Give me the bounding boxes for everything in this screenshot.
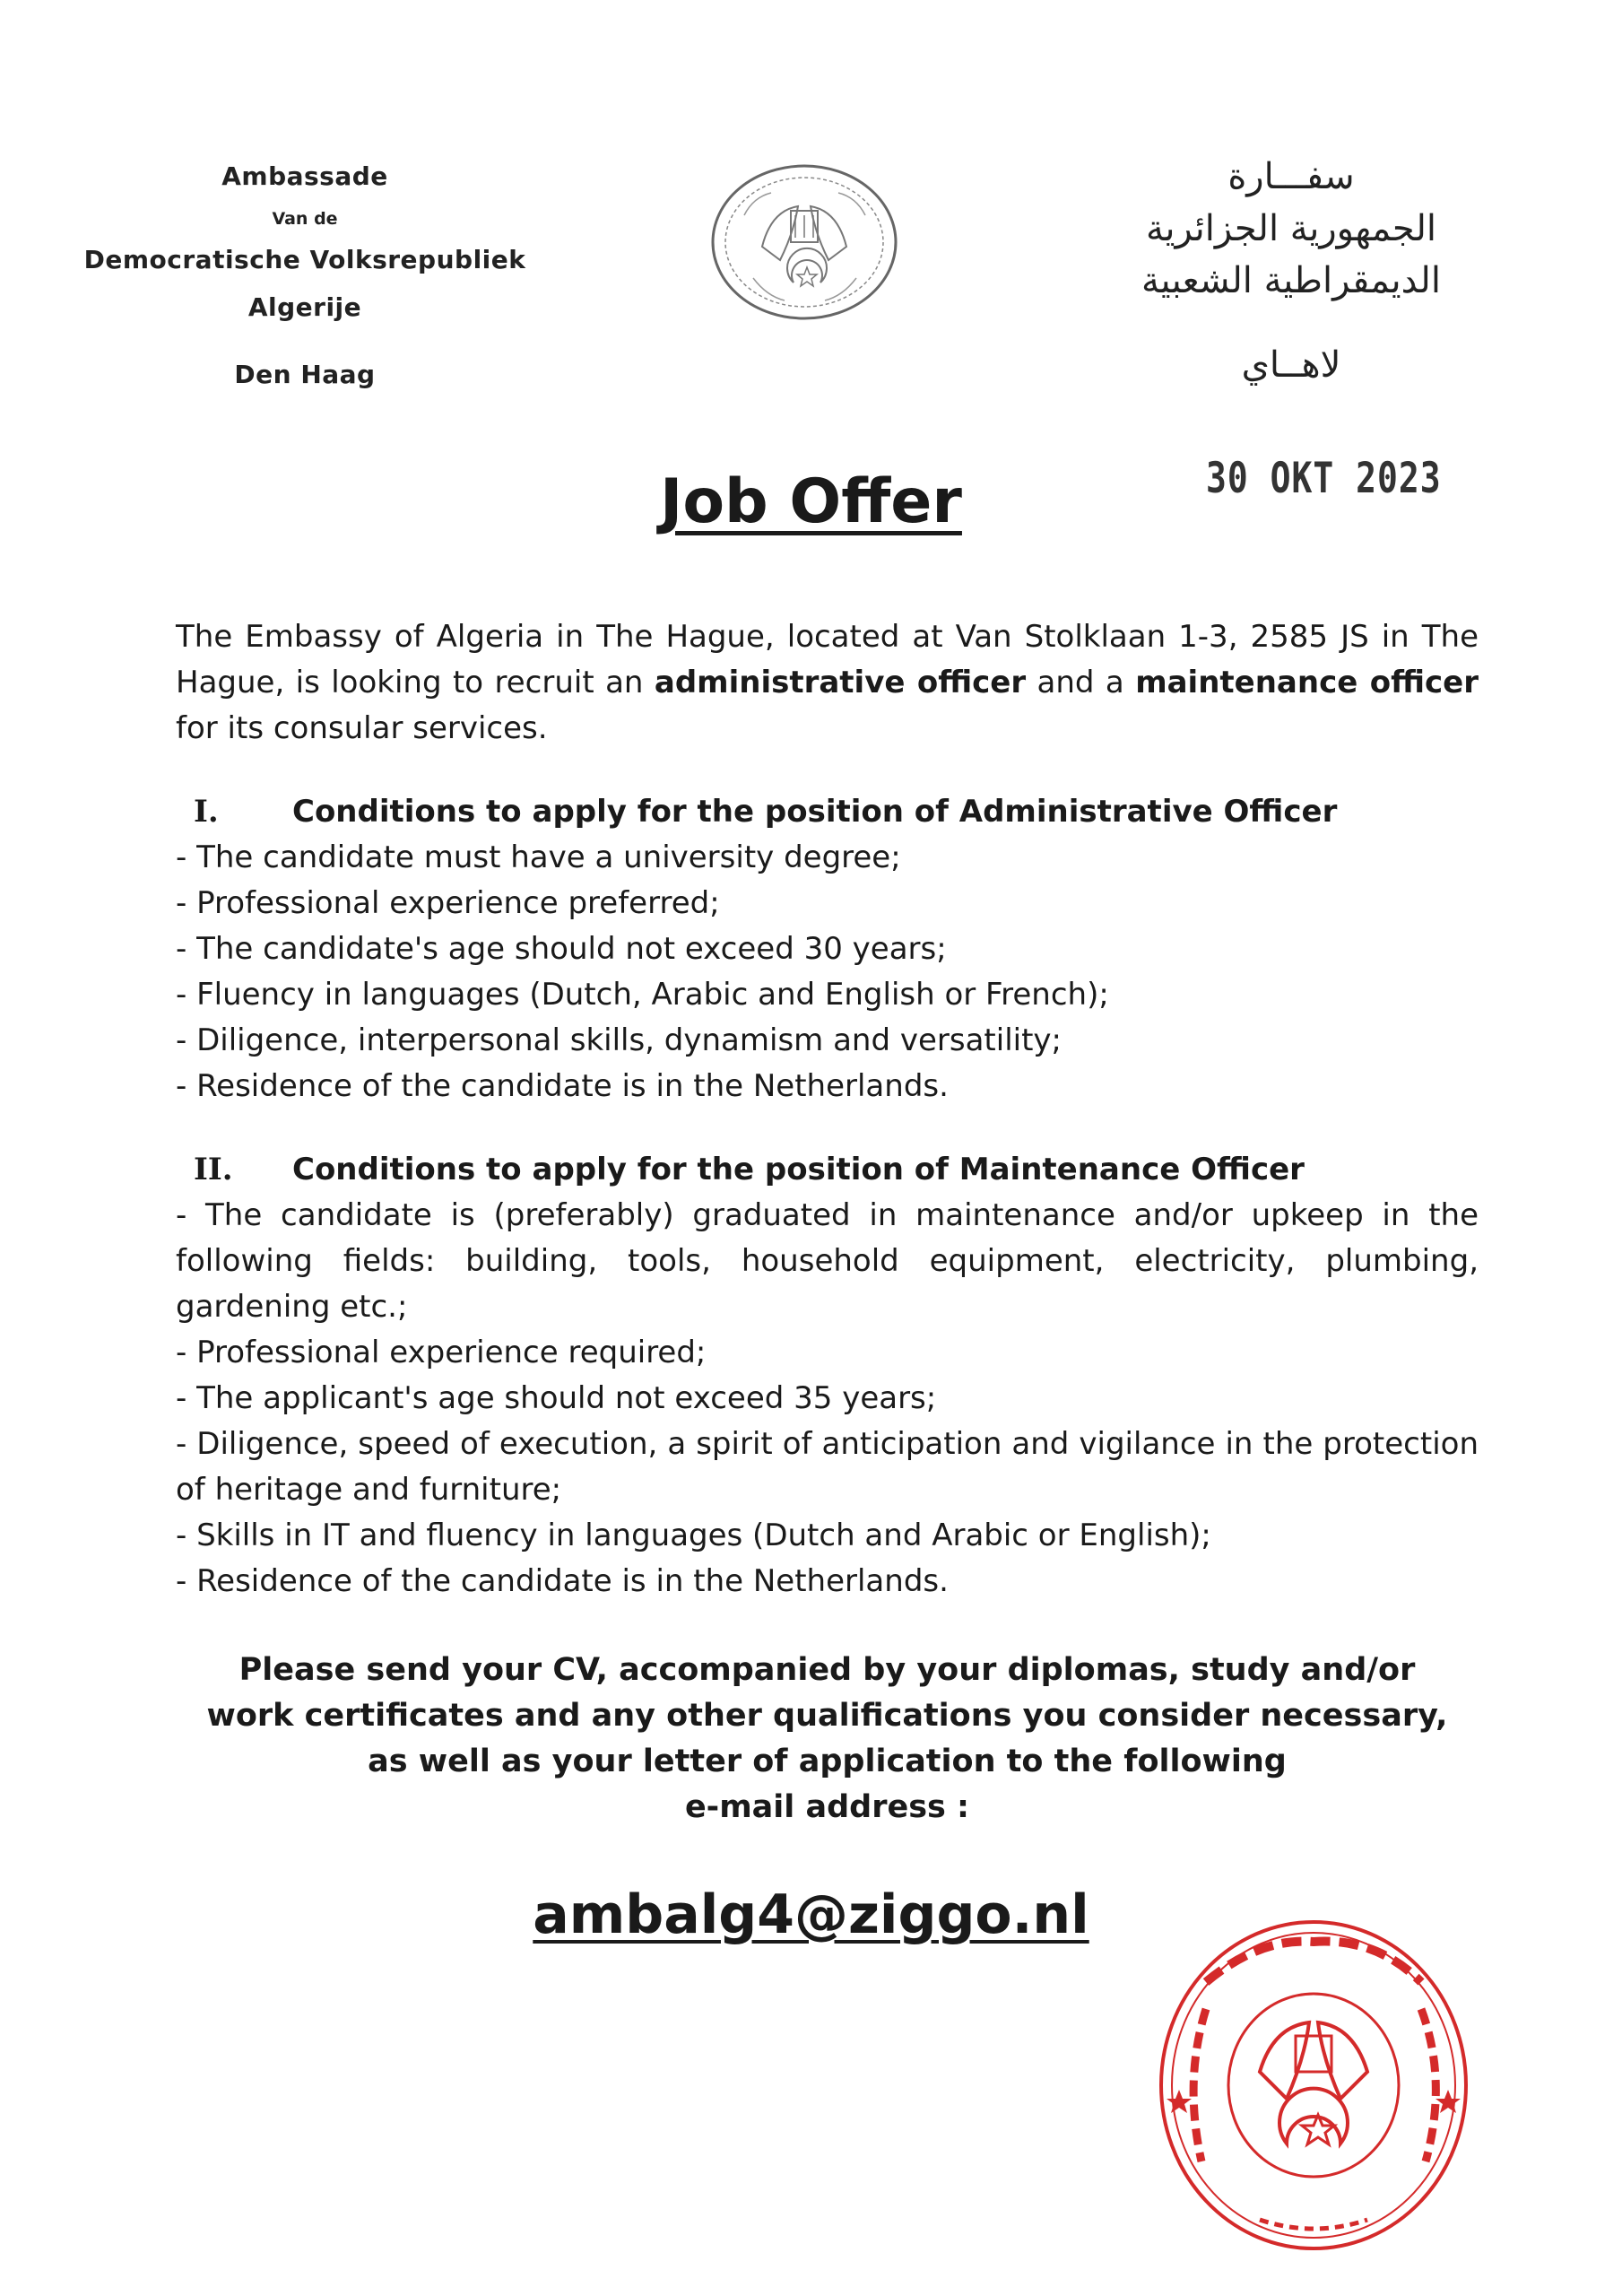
- header-arabic-line3: الديمقراطية الشعبية: [1141, 260, 1441, 301]
- list-item: - Diligence, interpersonal skills, dynamism and versatility;: [176, 1022, 1063, 1058]
- list-item: - Fluency in languages (Dutch, Arabic and English or French);: [176, 977, 1109, 1013]
- embassy-seal-stamp-icon: [1152, 1910, 1475, 2260]
- list-item: - The candidate's age should not exceed 30 years;: [176, 931, 947, 967]
- section-administrative-officer: [176, 789, 1479, 1109]
- header-arabic-line2: الجمهورية الجزائرية: [1145, 208, 1437, 249]
- intro-text-1: The Embassy of Algeria in The Hague, located at Van Stolklaan 1-3, 2585 JS in The Hague, is looking to recruit an: [176, 619, 1479, 700]
- closing-line: Please send your CV, accompanied by your diplomas, study and/or: [239, 1652, 1416, 1688]
- header-line-republic: Democratische Volksrepubliek: [83, 245, 526, 274]
- page-title-text: Job Offer: [660, 466, 962, 537]
- algeria-emblem-icon: [708, 161, 901, 323]
- section-heading-text: Conditions to apply for the position of Maintenance Officer: [292, 1152, 1305, 1187]
- intro-bold-2: maintenance officer: [1135, 665, 1479, 700]
- section-maintenance-officer: [176, 1147, 1479, 1605]
- list-item: - Skills in IT and fluency in languages (Dutch and Arabic or English);: [176, 1518, 1211, 1553]
- date-stamp: 30 OKT 2023: [1206, 453, 1442, 502]
- section-heading: [176, 1147, 1479, 1193]
- email-link[interactable]: ambalg4@ziggo.nl: [533, 1883, 1089, 1946]
- closing-line: e-mail address :: [684, 1789, 970, 1825]
- list-item: - Residence of the candidate is in the Netherlands.: [176, 1068, 949, 1104]
- list-item: - The candidate must have a university degree;: [176, 839, 901, 875]
- header-line-city: Den Haag: [234, 360, 376, 389]
- closing-line: as well as your letter of application to the following: [368, 1744, 1287, 1779]
- document-body: [176, 614, 1479, 1831]
- header-line-van-de: Van de: [272, 209, 338, 229]
- page-title: [0, 466, 1622, 537]
- header-line-ambassade: Ambassade: [221, 161, 388, 191]
- intro-paragraph: [176, 614, 1479, 752]
- embassy-header-arabic: [1103, 151, 1479, 391]
- list-item: - Diligence, speed of execution, a spirit of anticipation and vigilance in the protection of heritage and furniture;: [176, 1426, 1479, 1508]
- list-item: - The candidate is (preferably) graduated in maintenance and/or upkeep in the following fields: building, tools, household equipment, electricity, plumbing, gardening etc.;: [176, 1197, 1479, 1325]
- section-heading-text: Conditions to apply for the position of Administrative Officer: [292, 794, 1338, 830]
- section-number: II.: [194, 1152, 233, 1187]
- intro-text-2: and a: [1026, 665, 1136, 700]
- intro-text-3: for its consular services.: [176, 710, 548, 746]
- list-item: - Residence of the candidate is in the Netherlands.: [176, 1563, 949, 1599]
- list-item: - Professional experience required;: [176, 1335, 707, 1370]
- header-arabic-line1: سفـــارة: [1227, 156, 1355, 197]
- header-line-country: Algerije: [247, 292, 362, 322]
- list-item: - Professional experience preferred;: [176, 885, 720, 921]
- header-arabic-line4: لاهــاي: [1241, 344, 1341, 386]
- list-item: - The applicant's age should not exceed 35 years;: [176, 1380, 937, 1416]
- closing-line: work certificates and any other qualifications you consider necessary,: [206, 1698, 1448, 1734]
- intro-bold-1: administrative officer: [654, 665, 1027, 700]
- closing-instructions: [176, 1648, 1479, 1831]
- section-number: I.: [194, 794, 219, 830]
- embassy-header-dutch: [72, 161, 538, 389]
- section-heading: [176, 789, 1479, 835]
